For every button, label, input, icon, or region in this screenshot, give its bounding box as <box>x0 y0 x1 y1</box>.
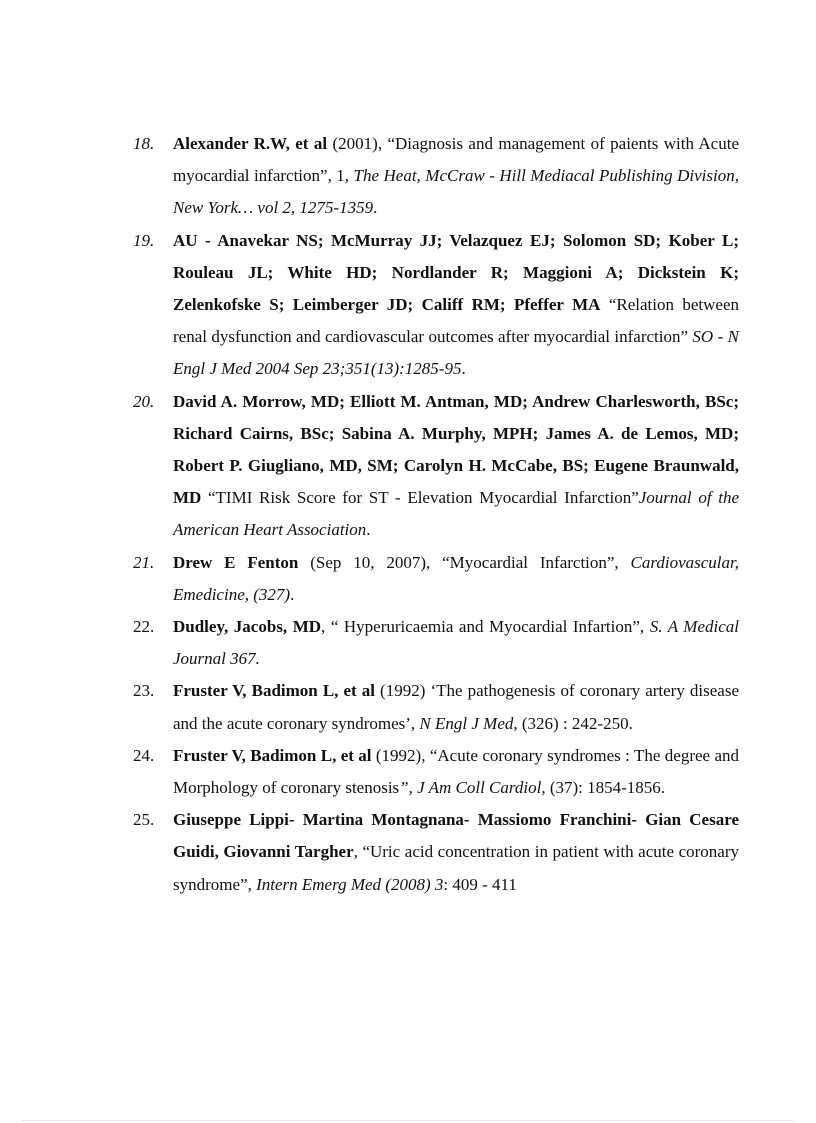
reference-text <box>173 553 739 604</box>
reference-source: Intern Emerg Med (2008) 3 <box>256 874 444 894</box>
reference-detail: “Relation between renal dysfunction and cardiovascular outcomes after myocardial infarction” <box>173 295 740 347</box>
reference-text <box>173 810 739 893</box>
reference-text <box>173 746 739 797</box>
reference-number: 24. <box>133 745 155 765</box>
reference-detail: , “Uric acid concentration in patient with acute coronary syndrome”, <box>173 842 739 894</box>
reference-authors: AU - Anavekar NS; McMurray JJ; Velazquez EJ; Solomon SD; Kober L; Rouleau JL; White HD; Nordlander R; Maggioni A; Dickstein K; Zelenkofske S; Leimberger JD; Califf RM; Pfeffer MA <box>173 230 739 315</box>
reference-number: 25. <box>133 810 155 830</box>
reference-source: The Heat, McCraw - Hill Mediacal Publishing Division, New York… vol 2, 1275-1359 <box>173 166 739 218</box>
reference-list <box>133 128 739 901</box>
reference-detail: “TIMI Risk Score for ST - Elevation Myocardial Infarction” <box>201 488 639 508</box>
reference-text <box>173 617 739 668</box>
reference-detail: , “ Hyperuricaemia and Myocardial Infartion”, <box>321 617 650 637</box>
reference-source: ”, J Am Coll Cardiol, <box>399 778 546 798</box>
reference-item <box>133 804 739 901</box>
reference-authors: David A. Morrow, MD; Elliott M. Antman, MD; Andrew Charlesworth, BSc; Richard Cairns, BSc; Sabina A. Murphy, MPH; James A. de Lemos, MD; Robert P. Giugliano, MD, SM; Carolyn H. McCabe, BS; Eugene Braunwald, MD <box>173 391 739 508</box>
reference-item <box>133 675 739 739</box>
reference-detail: . <box>373 198 378 218</box>
reference-text <box>173 231 739 379</box>
reference-text <box>173 392 739 540</box>
reference-source: Cardiovascular, Emedicine, (327) <box>173 552 739 604</box>
reference-authors: Fruster V, Badimon L, et al <box>173 745 372 765</box>
reference-authors: Drew E Fenton <box>173 552 299 572</box>
reference-source: SO - N Engl J Med 2004 Sep 23;351(13):1285-95 <box>173 327 739 379</box>
reference-detail: (1992), “Acute coronary syndromes : The degree and Morphology of coronary stenosis <box>173 745 739 798</box>
reference-item <box>133 611 739 675</box>
reference-source: N Engl J Med <box>419 713 514 733</box>
reference-item <box>133 128 739 225</box>
reference-text <box>173 681 739 732</box>
reference-item <box>133 225 739 386</box>
reference-number: 18. <box>133 134 155 153</box>
reference-number: 23. <box>133 681 155 701</box>
reference-detail: , (326) : 242-250. <box>513 713 633 733</box>
page-bottom-divider <box>22 1120 794 1121</box>
reference-source: Journal of the American Heart Association <box>173 488 739 540</box>
reference-text <box>173 134 739 217</box>
reference-detail: (2001), “Diagnosis and management of paients with Acute myocardial infarction”, 1, <box>173 134 739 186</box>
reference-number: 22. <box>133 617 155 637</box>
reference-number: 19. <box>133 230 155 250</box>
reference-authors: Fruster V, Badimon L, et al <box>173 681 375 701</box>
reference-number: 21. <box>133 552 155 572</box>
reference-item <box>133 547 739 611</box>
reference-authors: Giuseppe Lippi- Martina Montagnana- Massiomo Franchini- Gian Cesare Guidi, Giovanni Targher <box>173 810 739 862</box>
reference-source: S. A Medical Journal 367. <box>173 617 740 669</box>
reference-detail: . <box>290 584 295 604</box>
reference-item <box>133 740 739 804</box>
reference-authors: Dudley, Jacobs, MD <box>173 617 322 637</box>
reference-detail: (1992) ‘The pathogenesis of coronary artery disease and the acute coronary syndromes’, <box>173 681 740 733</box>
reference-detail: (37): 1854-1856. <box>545 778 666 798</box>
reference-item <box>133 386 739 547</box>
reference-detail: . <box>366 520 371 540</box>
reference-detail: : 409 - 411 <box>443 874 517 894</box>
reference-detail: (Sep 10, 2007), “Myocardial Infarction”, <box>298 552 631 572</box>
reference-number: 20. <box>133 391 155 411</box>
reference-authors: Alexander R.W, et al <box>173 134 328 153</box>
reference-detail: . <box>461 359 466 379</box>
